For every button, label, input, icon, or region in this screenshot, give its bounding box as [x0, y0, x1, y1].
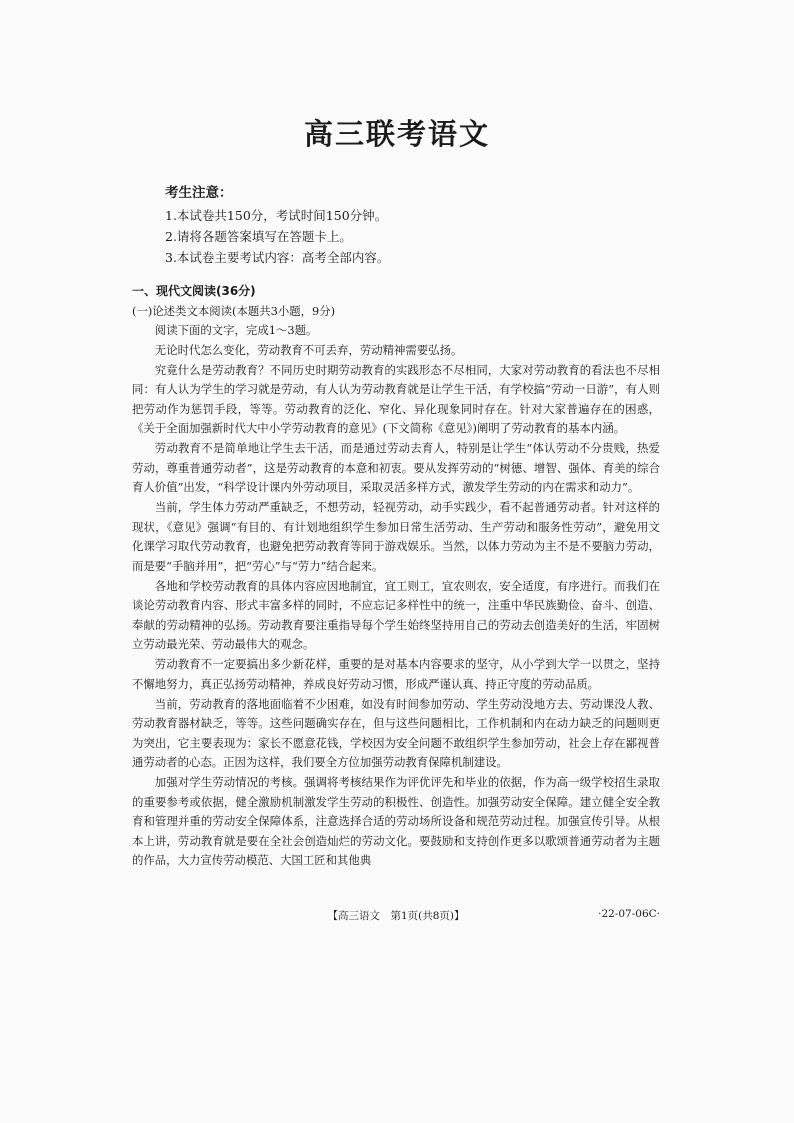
section-heading: 一、现代文阅读(36分): [132, 284, 256, 298]
passage-paragraph: 当前，劳动教育的落地面临着不少困难，如没有时间参加劳动、学生劳动没地方去、劳动课没人教、劳动教育器材缺乏，等等。这些问题确实存在，但与这些问题相比，工作机制和内在动力缺乏的问题则更为突出，它主要表现为：家长不愿意花钱，学校因为安全问题不敢组织学生参加劳动，社会上存在鄙视普通劳动者的心态。正因为这样，我们要全方位加强劳动教育保障机制建设。: [132, 696, 660, 769]
passage-paragraph: 究竟什么是劳动教育？不同历史时期劳动教育的实践形态不尽相同，大家对劳动教育的看法也不尽相同：有人认为学生的学习就是劳动，有人认为劳动教育就是让学生干活，有学校搞“劳动一日游”，有人则把劳动作为惩罚手段，等等。劳动教育的泛化、窄化、异化现象同时存在。针对大家普遍存在的困惑，《关于全面加强新时代大中小学劳动教育的意见》(下文简称《意见》)阐明了劳动教育的基本内涵。: [132, 362, 660, 435]
candidate-notice: [165, 183, 665, 268]
reading-section: [132, 282, 660, 871]
notice-heading: 考生注意：: [165, 185, 233, 201]
notice-item: 2.请将各题答案填写在答题卡上。: [165, 229, 352, 244]
passage-paragraph: 劳动教育不是简单地让学生去干活，而是通过劳动去育人，特别是让学生“体认劳动不分贵贱，热爱劳动，尊重普通劳动者”，这是劳动教育的本意和初衷。要从发挥劳动的“树德、增智、强体、育美的综合育人价值”出发，“科学设计课内外劳动项目，采取灵活多样方式，激发学生劳动的内在需求和动力”。: [132, 441, 660, 494]
passage-paragraph: 各地和学校劳动教育的具体内容应因地制宜，宜工则工，宜农则农，安全适度，有序进行。而我们在谈论劳动教育内容、形式丰富多样的同时，不应忘记多样性中的统一，注重中华民族勤俭、奋斗、创造、奉献的劳动精神的弘扬。劳动教育要注重指导每个学生始终坚持用自己的劳动去创造美好的生活，牢固树立劳动最光荣、劳动最伟大的观念。: [132, 578, 660, 651]
passage-paragraph: 加强对学生劳动情况的考核。强调将考核结果作为评优评先和毕业的依据，作为高一级学校招生录取的重要参考或依据，健全激励机制激发学生劳动的积极性、创造性。加强劳动安全保障。建立健全安全教育和管理并重的劳动安全保障体系，注意选择合适的劳动场所设备和规范劳动过程。加强宣传引导。从根本上讲，劳动教育就是要在全社会创造灿烂的劳动文化。要鼓励和支持创作更多以歌颂普通劳动者为主题的作品，大力宣传劳动模范、大国工匠和其他典: [132, 775, 660, 867]
reading-instruction: 阅读下面的文字，完成1～3题。: [154, 323, 318, 337]
page-footer: [132, 908, 660, 928]
notice-item: 1.本试卷共150分，考试时间150分钟。: [165, 208, 388, 223]
passage-paragraph: 无论时代怎么变化，劳动教育不可丢弃，劳动精神需要弘扬。: [154, 342, 463, 357]
page-number: 【高三语文 第1页(共8页)】: [327, 910, 465, 922]
subsection-heading: (一)论述类文本阅读(本题共3小题，9分): [132, 303, 336, 318]
page-title: 高三联考语文: [303, 117, 490, 151]
passage-paragraph: 当前，学生体力劳动严重缺乏，不想劳动，轻视劳动，动手实践少，看不起普通劳动者。针对这样的现状，《意见》强调“有目的、有计划地组织学生参加日常生活劳动、生产劳动和服务性劳动”，避免用文化课学习取代劳动教育，也避免把劳动教育等同于游戏娱乐。当然，以体力劳动为主不是不要脑力劳动，而是要“手脑并用”，把“劳心”与“劳力”结合起来。: [132, 500, 660, 573]
notice-item: 3.本试卷主要考试内容：高考全部内容。: [165, 250, 390, 265]
exam-code: ·22-07-06C·: [598, 908, 660, 920]
passage-paragraph: 劳动教育不一定要搞出多少新花样，重要的是对基本内容要求的坚守，从小学到大学一以贯之，坚持不懈地努力，真正弘扬劳动精神，养成良好劳动习惯，形成严谨认真、持正守度的劳动品质。: [132, 657, 660, 691]
